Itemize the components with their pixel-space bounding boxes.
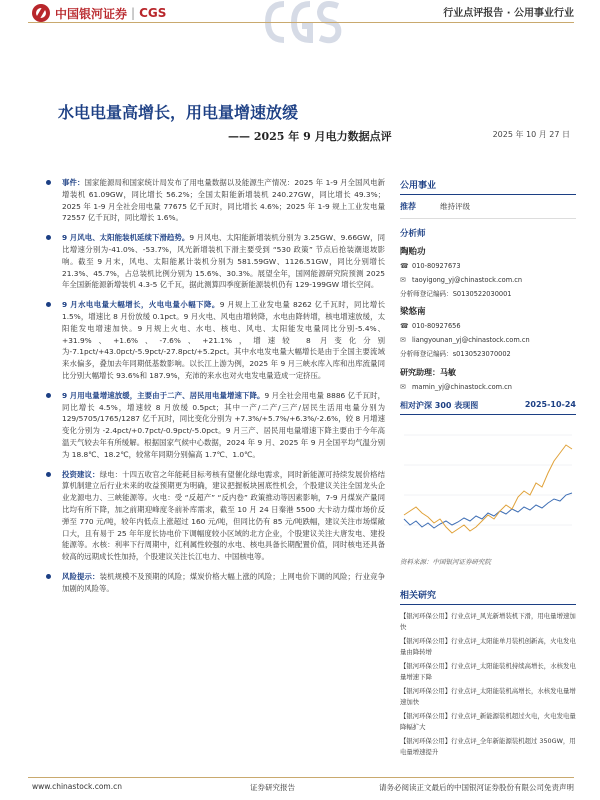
bullet-lead: 事件：	[62, 178, 85, 187]
bullet-dot-icon	[46, 180, 51, 185]
report-title: 水电电量高增长，用电量增速放缓	[58, 103, 299, 122]
analyst-registration: 分析师登记编码：S0130522030001	[400, 290, 512, 298]
analyst-card	[400, 305, 576, 359]
bullet-installations	[38, 232, 385, 291]
bullet-lead: 9 月水电电量大幅增长，火电电量小幅下降。	[62, 300, 220, 310]
mail-icon: ✉	[400, 383, 406, 391]
related-research-heading: 相关研究	[400, 588, 576, 605]
relative-performance-chart	[400, 415, 576, 555]
chart-title: 相对沪深 300 表现图	[400, 401, 479, 410]
analyst-card	[400, 245, 576, 299]
analyst-email[interactable]: ✉ taoyigong_yj@chinastock.com.cn	[400, 276, 523, 284]
related-research-item[interactable]: 【银河环保公用】行业点评_新能源装机超过火电，火电发电量降幅扩大	[400, 712, 576, 731]
main-content	[38, 177, 385, 603]
analyst-email[interactable]: ✉ liangyounan_yj@chinastock.com.cn	[400, 336, 530, 344]
bullet-text: 9 月规上工业发电量 8262 亿千瓦时，同比增长 1.5%，增速比 8 月份放缓 0.1pct。9 月火电、风电由增转降，水电由降转增，核电增速放缓，太阳能发电增速加快。9 月规上火电、水电、核电、风电、太阳能发电量同比分别-5.4%、+31.9%、+1.6%、-7.6%、+21.1%，增速较 8 月变化分别为-7.1pct/+43.0pct/-5.9pct/-27.8pct/+5.2pct。其中水电发电量大幅增长是由于全国主要流域来水偏多，叠加去年同期低基数影响。以长江上游为例，2025 年 9 月三峡水库入库和出库流量同比分别大幅增长 93.6%和 187.9%，充沛的来水也对火电发电量造成一定挤压。	[62, 300, 386, 380]
bullet-text: 装机规模不及预期的风险；煤炭价格大幅上涨的风险；上网电价下调的风险；行业竞争加剧的风险等。	[62, 571, 385, 593]
bullet-consumption	[38, 390, 385, 461]
performance-chart-svg	[400, 415, 576, 555]
series-orange-line	[404, 445, 572, 533]
chart-source: 资料来源：中国银河证券研究院	[400, 558, 491, 566]
logo-separator: |	[131, 6, 136, 20]
bullet-generation	[38, 299, 385, 382]
footer-divider	[28, 777, 574, 778]
related-research-item[interactable]: 【银河环保公用】行业点评_太阳能装机高增长，水核发电量增速加快	[400, 687, 576, 706]
bullet-investment	[38, 469, 385, 563]
mail-icon: ✉	[400, 336, 406, 344]
bullet-dot-icon	[46, 472, 51, 477]
analyst-heading: 分析师	[400, 229, 426, 239]
analyst-registration: 分析师登记编码：s0130523070002	[400, 350, 511, 358]
company-logo	[32, 4, 166, 22]
report-subtitle: —— 2025 年 9 月电力数据点评	[228, 130, 392, 143]
bullet-dot-icon	[46, 393, 51, 398]
rating-value: 维持评级	[440, 202, 470, 211]
related-research-item[interactable]: 【银河环保公用】行业点评_太阳能单月装机创新高，火电发电量由降转增	[400, 637, 576, 656]
bullet-text: 国家能源局和国家统计局发布了用电量数据以及能源生产情况：2025 年 1-9 月全国风电新增装机 61.09GW，同比增长 56.2%；全国太阳能新增装机 240.27GW，同比增长 49.3%；2025 年 1-9 月全社会用电量 77675 亿千瓦时，同比增长 4.6%；2025 年 1-9 规上工业发电量 72557 亿千瓦时，同比增长 1.6%。	[62, 178, 385, 223]
rating-row	[400, 201, 576, 219]
bullet-lead: 9 月用电量增速放缓，主要由于二产、居民用电量增速下降。	[62, 390, 265, 400]
phone-icon: ☎	[400, 262, 409, 270]
bullet-text: 9 月风电、太阳能新增装机分别为 3.25GW、9.66GW，同比增速分别为-41.0%、-53.7%，风光新增装机下滑主要受到 “530 政策” 节点后抢装潮退坡影响。截至 9 月末，风电、太阳能累计装机分别为 581.59GW、1126.51GW，同比分别增长 21.3%、45.7%，占总装机比例分别为 15.6%、30.3%。展望全年，国网能源研究院预测 2025 年全国新能源新增装机 4.3-5 亿千瓦，据此测算四季度新能源装机仍有 129-199GW 增长空间。	[62, 233, 386, 290]
mail-icon: ✉	[400, 276, 406, 284]
bullet-risk	[38, 571, 385, 595]
chart-date: 2025-10-24	[524, 400, 576, 409]
assistant-email[interactable]: ✉ mamin_yj@chinastock.com.cn	[400, 383, 512, 391]
bullet-lead: 9 月风电、太阳能装机延续下滑趋势。	[62, 233, 190, 243]
footer-disclaimer: 请务必阅读正文最后的中国银河证券股份有限公司免责声明	[379, 783, 574, 792]
company-logo-icon	[32, 4, 50, 22]
footer-website[interactable]: www.chinastock.com.cn	[32, 782, 122, 791]
bullet-dot-icon	[46, 302, 51, 307]
analyst-phone: ☎ 010-80927656	[400, 322, 461, 330]
related-research-item[interactable]: 【银河环保公用】行业点评_全年新能源装机超过 350GW，用电量增速提升	[400, 737, 576, 756]
related-research-item[interactable]: 【银河环保公用】行业点评_风光新增装机下滑，用电量增速加快	[400, 612, 576, 631]
bullet-text: 9 月全社会用电量 8886 亿千瓦时，同比增长 4.5%，增速较 8 月放缓 0.5pct；其中一产/二产/三产/居民生活用电量分别为 129/5705/1765/1287 亿千瓦时，同比变化分别为 +7.3%/+5.7%/+6.3%/-2.6%，较 8 月增速变化分别为 -2.4pct/+0.7pct/-0.9pct/-5.0pct。9 月三产、居民用电量增速下降主要由于今年高温天气较去年有所缓解。根据国家气候中心数据，2024 年 9 月、2025 年 9 月全国平均气温分别为 18.8℃、18.2℃，较常年同期分别偏高 1.7℃、1.0℃。	[62, 390, 386, 459]
header-divider	[28, 22, 574, 23]
analyst-name: 陶贻功	[400, 247, 426, 257]
analyst-phone: ☎ 010-80927673	[400, 262, 461, 270]
logo-en-text: CGS	[139, 6, 167, 20]
chart-heading	[400, 400, 576, 415]
logo-cn-text: 中国银河证券	[55, 6, 128, 21]
bullet-lead: 投资建议：	[62, 469, 100, 479]
analyst-name: 梁悠南	[400, 307, 426, 317]
report-date: 2025 年 10 月 27 日	[492, 130, 570, 139]
page-header	[0, 0, 600, 40]
research-assistant: 研究助理：马敏	[400, 368, 456, 377]
bullet-lead: 风险提示：	[62, 571, 100, 581]
sidebar	[400, 178, 576, 761]
cgs-watermark-icon	[262, 0, 342, 46]
related-research-item[interactable]: 【银河环保公用】行业点评_太阳能装机持续高增长，水核发电量增速下降	[400, 662, 576, 681]
report-type: 行业点评报告 · 公用事业行业	[443, 8, 574, 19]
rating-label: 推荐	[400, 202, 416, 211]
bullet-text: 绿电：十四五收官之年能耗目标考核有望催化绿电需求，同时新能源可持续发展价格结算机制建立后行业未来的收益预期更为明确，建议把握板块困底性机会，个股建议关注全国龙头企业龙源电力、三峡能源等。火电：受 “反超产” “反内卷” 政策推动等因素影响，7-9 月煤炭产量同比均有所下降，加之前期迎峰度冬前补库需求，截至 10 月 24 日秦港 5500 大卡动力煤市场价反弹至 770 元/吨，较年内低点上涨超过 160 元/吨，但同比仍有 85 元/吨跌幅，建议关注市场煤敞口大，且有易于 25 年年度长协电价下调幅度较小区域的北方企业，个股建议关注大唐发电、建投能源等。水核：利率下行周期中，红利属性较强的水电、核电具备长期配置价值，同时核电还具备较高的远期成长性加持，个股建议关注长江电力、中国核电等。	[62, 469, 385, 562]
series-blue-line	[404, 493, 572, 528]
bullet-dot-icon	[46, 574, 51, 579]
bullet-dot-icon	[46, 235, 51, 240]
industry-heading: 公用事业	[400, 178, 576, 195]
phone-icon: ☎	[400, 322, 409, 330]
footer-center-label: 证券研究报告	[250, 783, 295, 792]
bullet-event	[38, 177, 385, 224]
